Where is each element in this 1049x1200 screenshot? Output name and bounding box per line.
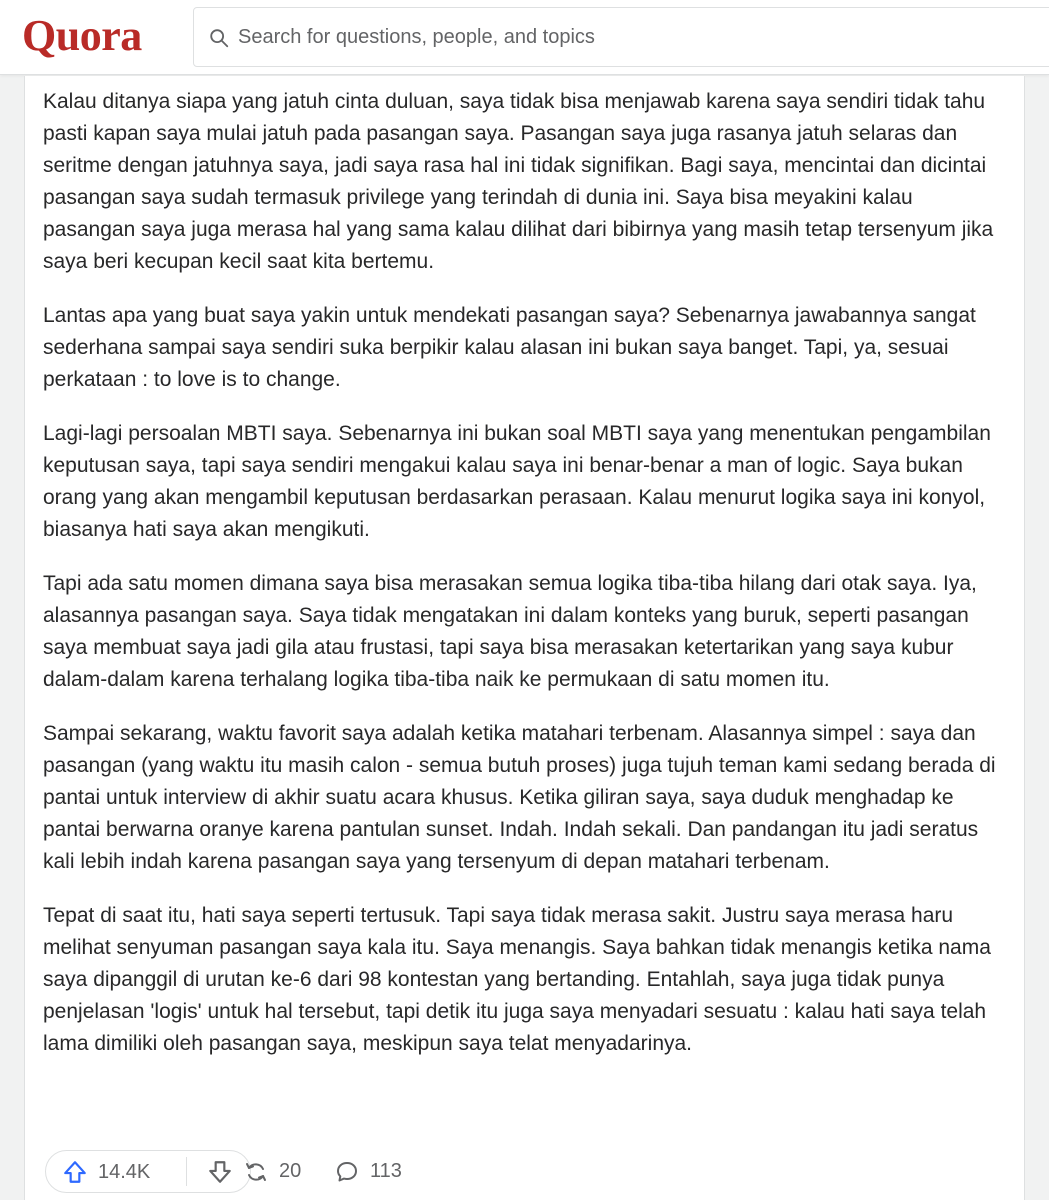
answer-content (43, 86, 1008, 1144)
truncation-fade (43, 1104, 1008, 1144)
search-icon (208, 27, 230, 49)
share-count: 20 (279, 1160, 302, 1182)
downvote-arrow-icon (207, 1159, 233, 1185)
comment-button[interactable] (330, 1150, 420, 1193)
share-button[interactable] (239, 1150, 319, 1193)
answer-paragraph: Lantas apa yang buat saya yakin untuk mendekati pasangan saya? Sebenarnya jawabannya sangat sederhana sampai saya sendiri suka berpikir kalau alasan ini bukan saya banget. Tapi, ya, sesuai perkataan : to love is to change. (43, 304, 976, 391)
answer-paragraph: Tepat di saat itu, hati saya seperti tertusuk. Tapi saya tidak merasa sakit. Justru saya merasa haru melihat senyuman pasangan saya kala itu. Saya menangis. Saya bahkan tidak menangis ketika nama saya dipanggil di urutan ke-6 dari 98 kontestan yang bertanding. Entahlah, saya juga tidak punya penjelasan 'logis' untuk hal tersebut, tapi detik itu juga saya menyadari sesuatu : kalau hati saya telah lama dimiliki oleh pasangan saya, meskipun saya telat menyadarinya. (43, 904, 991, 1055)
top-header (0, 0, 1049, 75)
search-input[interactable] (238, 8, 1038, 66)
upvote-button[interactable] (46, 1151, 186, 1192)
answer-paragraph: Sampai sekarang, waktu favorit saya adalah ketika matahari terbenam. Alasannya simpel : saya dan pasangan (yang waktu itu masih calon - semua butuh proses) juga tujuh teman kami sedang berada di pantai untuk interview di akhir suatu acara khusus. Ketika giliran saya, saya duduk menghadap ke pantai berwarna oranye karena pantulan sunset. Indah. Indah sekali. Dan pandangan itu jadi seratus kali lebih indah karena pasangan saya yang tersenyum di depan matahari terbenam. (43, 722, 996, 873)
comment-count: 113 (370, 1160, 402, 1182)
vote-pill (45, 1150, 251, 1193)
answer-paragraph: Lagi-lagi persoalan MBTI saya. Sebenarnya ini bukan soal MBTI saya yang menentukan pengambilan keputusan saya, tapi saya sendiri mengakui kalau saya ini benar-benar a man of logic. Saya bukan orang yang akan mengambil keputusan berdasarkan perasaan. Kalau menurut logika saya ini konyol, biasanya hati saya akan mengikuti. (43, 422, 991, 541)
share-reshare-icon (243, 1160, 269, 1184)
answer-action-bar (25, 1144, 1024, 1200)
upvote-arrow-icon (62, 1159, 88, 1185)
upvote-count: 14.4K (98, 1161, 151, 1183)
answer-paragraph: Kalau ditanya siapa yang jatuh cinta duluan, saya tidak bisa menjawab karena saya sendiri tidak tahu pasti kapan saya mulai jatuh pada pasangan saya. Pasangan saya juga rasanya jatuh selaras dan seritme dengan jatuhnya saya, jadi saya rasa hal ini tidak signifikan. Bagi saya, mencintai dan dicintai pasangan saya sudah termasuk privilege yang terindah di dunia ini. Saya bisa meyakini kalau pasangan saya juga merasa hal yang sama kalau dilihat dari bibirnya yang masih tetap tersenyum jika saya beri kecupan kecil saat kita bertemu. (43, 90, 994, 273)
search-box[interactable] (193, 7, 1049, 67)
answer-paragraph: Tapi ada satu momen dimana saya bisa merasakan semua logika tiba-tiba hilang dari otak saya. Iya, alasannya pasangan saya. Saya tidak mengatakan ini dalam konteks yang buruk, seperti pasangan saya membuat saya jadi gila atau frustasi, tapi saya bisa merasakan ketertarikan yang saya kubur dalam-dalam karena terhalang logika tiba-tiba naik ke permukaan di satu momen itu. (43, 572, 977, 691)
answer-card (24, 76, 1025, 1200)
comment-bubble-icon (334, 1160, 360, 1184)
quora-logo[interactable]: Quora (22, 11, 142, 60)
